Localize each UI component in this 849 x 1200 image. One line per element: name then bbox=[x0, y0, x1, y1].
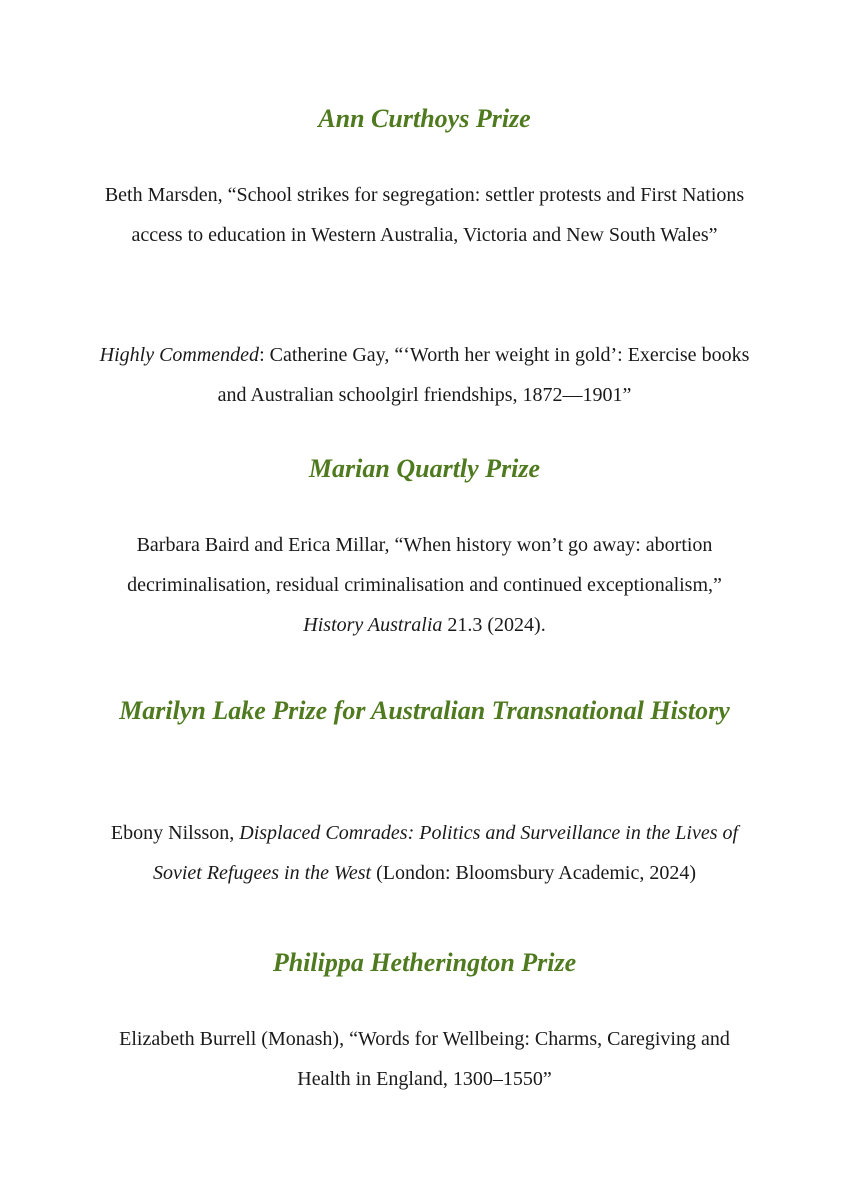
heading-ann-curthoys-prize: Ann Curthoys Prize bbox=[318, 104, 531, 133]
heading-marian-quartly-prize: Marian Quartly Prize bbox=[308, 454, 541, 483]
heading-philippa-hetherington-prize: Philippa Hetherington Prize bbox=[272, 948, 577, 977]
marian-quartly-winner-text: Barbara Baird and Erica Millar, “When history won’t go away: abortion decriminalisation, residual criminalisation and continued exceptionalism,” bbox=[127, 534, 722, 596]
highly-commended-label: Highly Commended bbox=[99, 344, 260, 366]
ann-curthoys-winner: Beth Marsden, “School strikes for segregation: settler protests and First Nations access to education in Western Australia, Victoria and New South Wales” bbox=[104, 184, 745, 246]
marian-quartly-winner-citation: 21.3 (2024). bbox=[442, 614, 546, 636]
marilyn-lake-book-title: Displaced Comrades: Politics and Surveillance in the Lives of Soviet Refugees in the West bbox=[152, 822, 739, 884]
philippa-hetherington-winner: Elizabeth Burrell (Monash), “Words for Wellbeing: Charms, Caregiving and Health in England, 1300–1550” bbox=[119, 1028, 730, 1090]
marian-quartly-journal: History Australia bbox=[303, 614, 443, 636]
ann-curthoys-highly-commended bbox=[95, 335, 754, 415]
heading-marilyn-lake-prize: Marilyn Lake Prize for Australian Transnational History bbox=[119, 696, 730, 725]
marilyn-lake-winner bbox=[95, 813, 754, 893]
marilyn-lake-publication: (London: Bloomsbury Academic, 2024) bbox=[371, 862, 697, 884]
highly-commended-text: : Catherine Gay, “‘Worth her weight in gold’: Exercise books and Australian schoolgirl friendships, 1872—1901” bbox=[217, 344, 750, 406]
marian-quartly-winner bbox=[95, 525, 754, 645]
marilyn-lake-winner-author: Ebony Nilsson, bbox=[110, 822, 240, 844]
